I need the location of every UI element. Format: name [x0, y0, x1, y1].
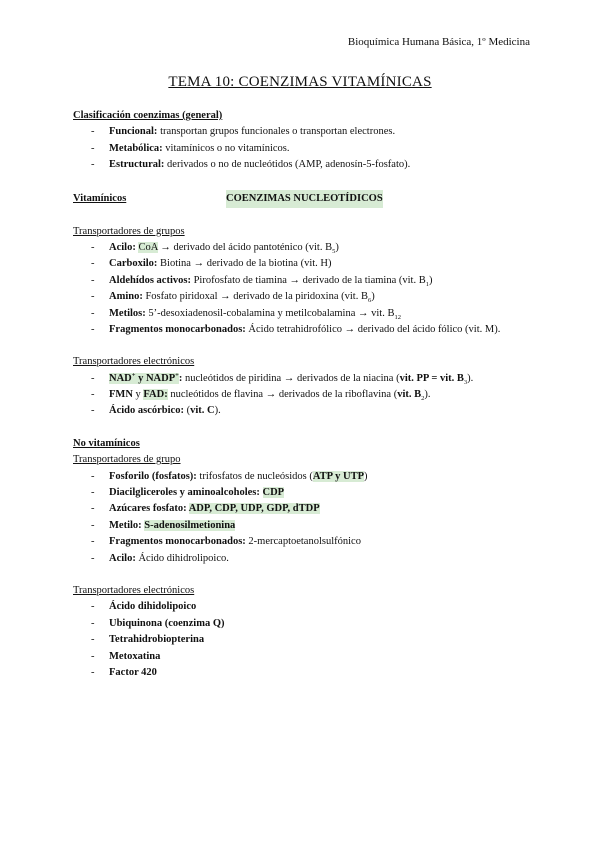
- no-vitaminicos-heading: No vitamínicos: [73, 437, 140, 449]
- list-item: - Amino: Fosfato piridoxal → derivado de la piridoxina (vit. $B_6$): [73, 289, 533, 305]
- list-item: - Metilo: S-adenosilmetionina: [73, 518, 533, 534]
- list-item: - Diacilgliceroles y aminoalcoholes: CDP: [73, 485, 533, 501]
- list-item: - Aldehídos activos: Pirofosfato de tiamina → derivado de la tiamina (vit. $B_1$): [73, 273, 533, 289]
- vitaminicos-heading: Vitamínicos: [73, 192, 127, 204]
- list-item: - Metilos: 5’-desoxiadenosil-cobalamina y metilcobalamina → vit. $B_{12}$: [73, 306, 533, 322]
- list-item: - Acilo: Ácido dihidrolipoico.: [73, 551, 533, 567]
- list-item: - Ácido dihidolipoico: [73, 599, 533, 615]
- list-item: - FMN y FAD: nucleótidos de flavina → derivados de la riboflavina (vit. $B_2$).: [73, 387, 533, 403]
- electronicos-heading: Transportadores electrónicos: [73, 356, 195, 368]
- no-vit-grupo-heading: Transportadores de grupo: [73, 454, 181, 466]
- vitaminicos-heading-row: [73, 190, 533, 208]
- list-item: - Fragmentos monocarbonados: Ácido tetrahidrofólico → derivado del ácido fólico (vit. M).: [73, 322, 529, 338]
- coenzimas-nucleotidicos-label: COENZIMAS NUCLEOTÍDICOS: [226, 190, 383, 208]
- grupos-heading: Transportadores de grupos: [73, 225, 185, 237]
- document-body: [73, 108, 533, 681]
- list-item: - Funcional: transportan grupos funcionales o transportan electrones.: [73, 124, 533, 140]
- page-title: TEMA 10: COENZIMAS VITAMÍNICAS: [168, 74, 432, 90]
- list-item: - Tetrahidrobiopterina: [73, 632, 533, 648]
- list-item: - Carboxilo: Biotina → derivado de la biotina (vit. H): [73, 256, 533, 272]
- list-item: - Ácido ascórbico: (vit. C).: [73, 403, 533, 419]
- list-item: - Azúcares fosfato: ADP, CDP, UDP, GDP, dTDP: [73, 501, 533, 517]
- clasificacion-heading: Clasificación coenzimas (general): [73, 110, 223, 121]
- list-item: - Metabólica: vitamínicos o no vitamínicos.: [73, 141, 533, 157]
- list-item: - Estructural: derivados o no de nucleótidos (AMP, adenosín-5-fosfato).: [73, 157, 533, 173]
- list-item: - Fosforilo (fosfatos): trifosfatos de nucleósidos (ATP y UTP): [73, 469, 533, 485]
- list-item: - Factor 420: [73, 665, 533, 681]
- list-item: - Ubiquinona (coenzima Q): [73, 616, 533, 632]
- list-item: - Metoxatina: [73, 649, 533, 665]
- running-header: Bioquímica Humana Básica, 1º Medicina: [347, 36, 530, 48]
- electronicos2-heading: Transportadores electrónicos: [73, 585, 195, 596]
- list-item: - Fragmentos monocarbonados: 2-mercaptoetanolsulfónico: [73, 534, 533, 550]
- list-item: - NAD+ y NADP+: nucleótidos de piridina → derivados de la niacina (vit. PP = vit. $B_3$).: [73, 371, 533, 387]
- list-item: - Acilo: CoA → derivado del ácido pantoténico (vit. $B_5$): [73, 240, 533, 256]
